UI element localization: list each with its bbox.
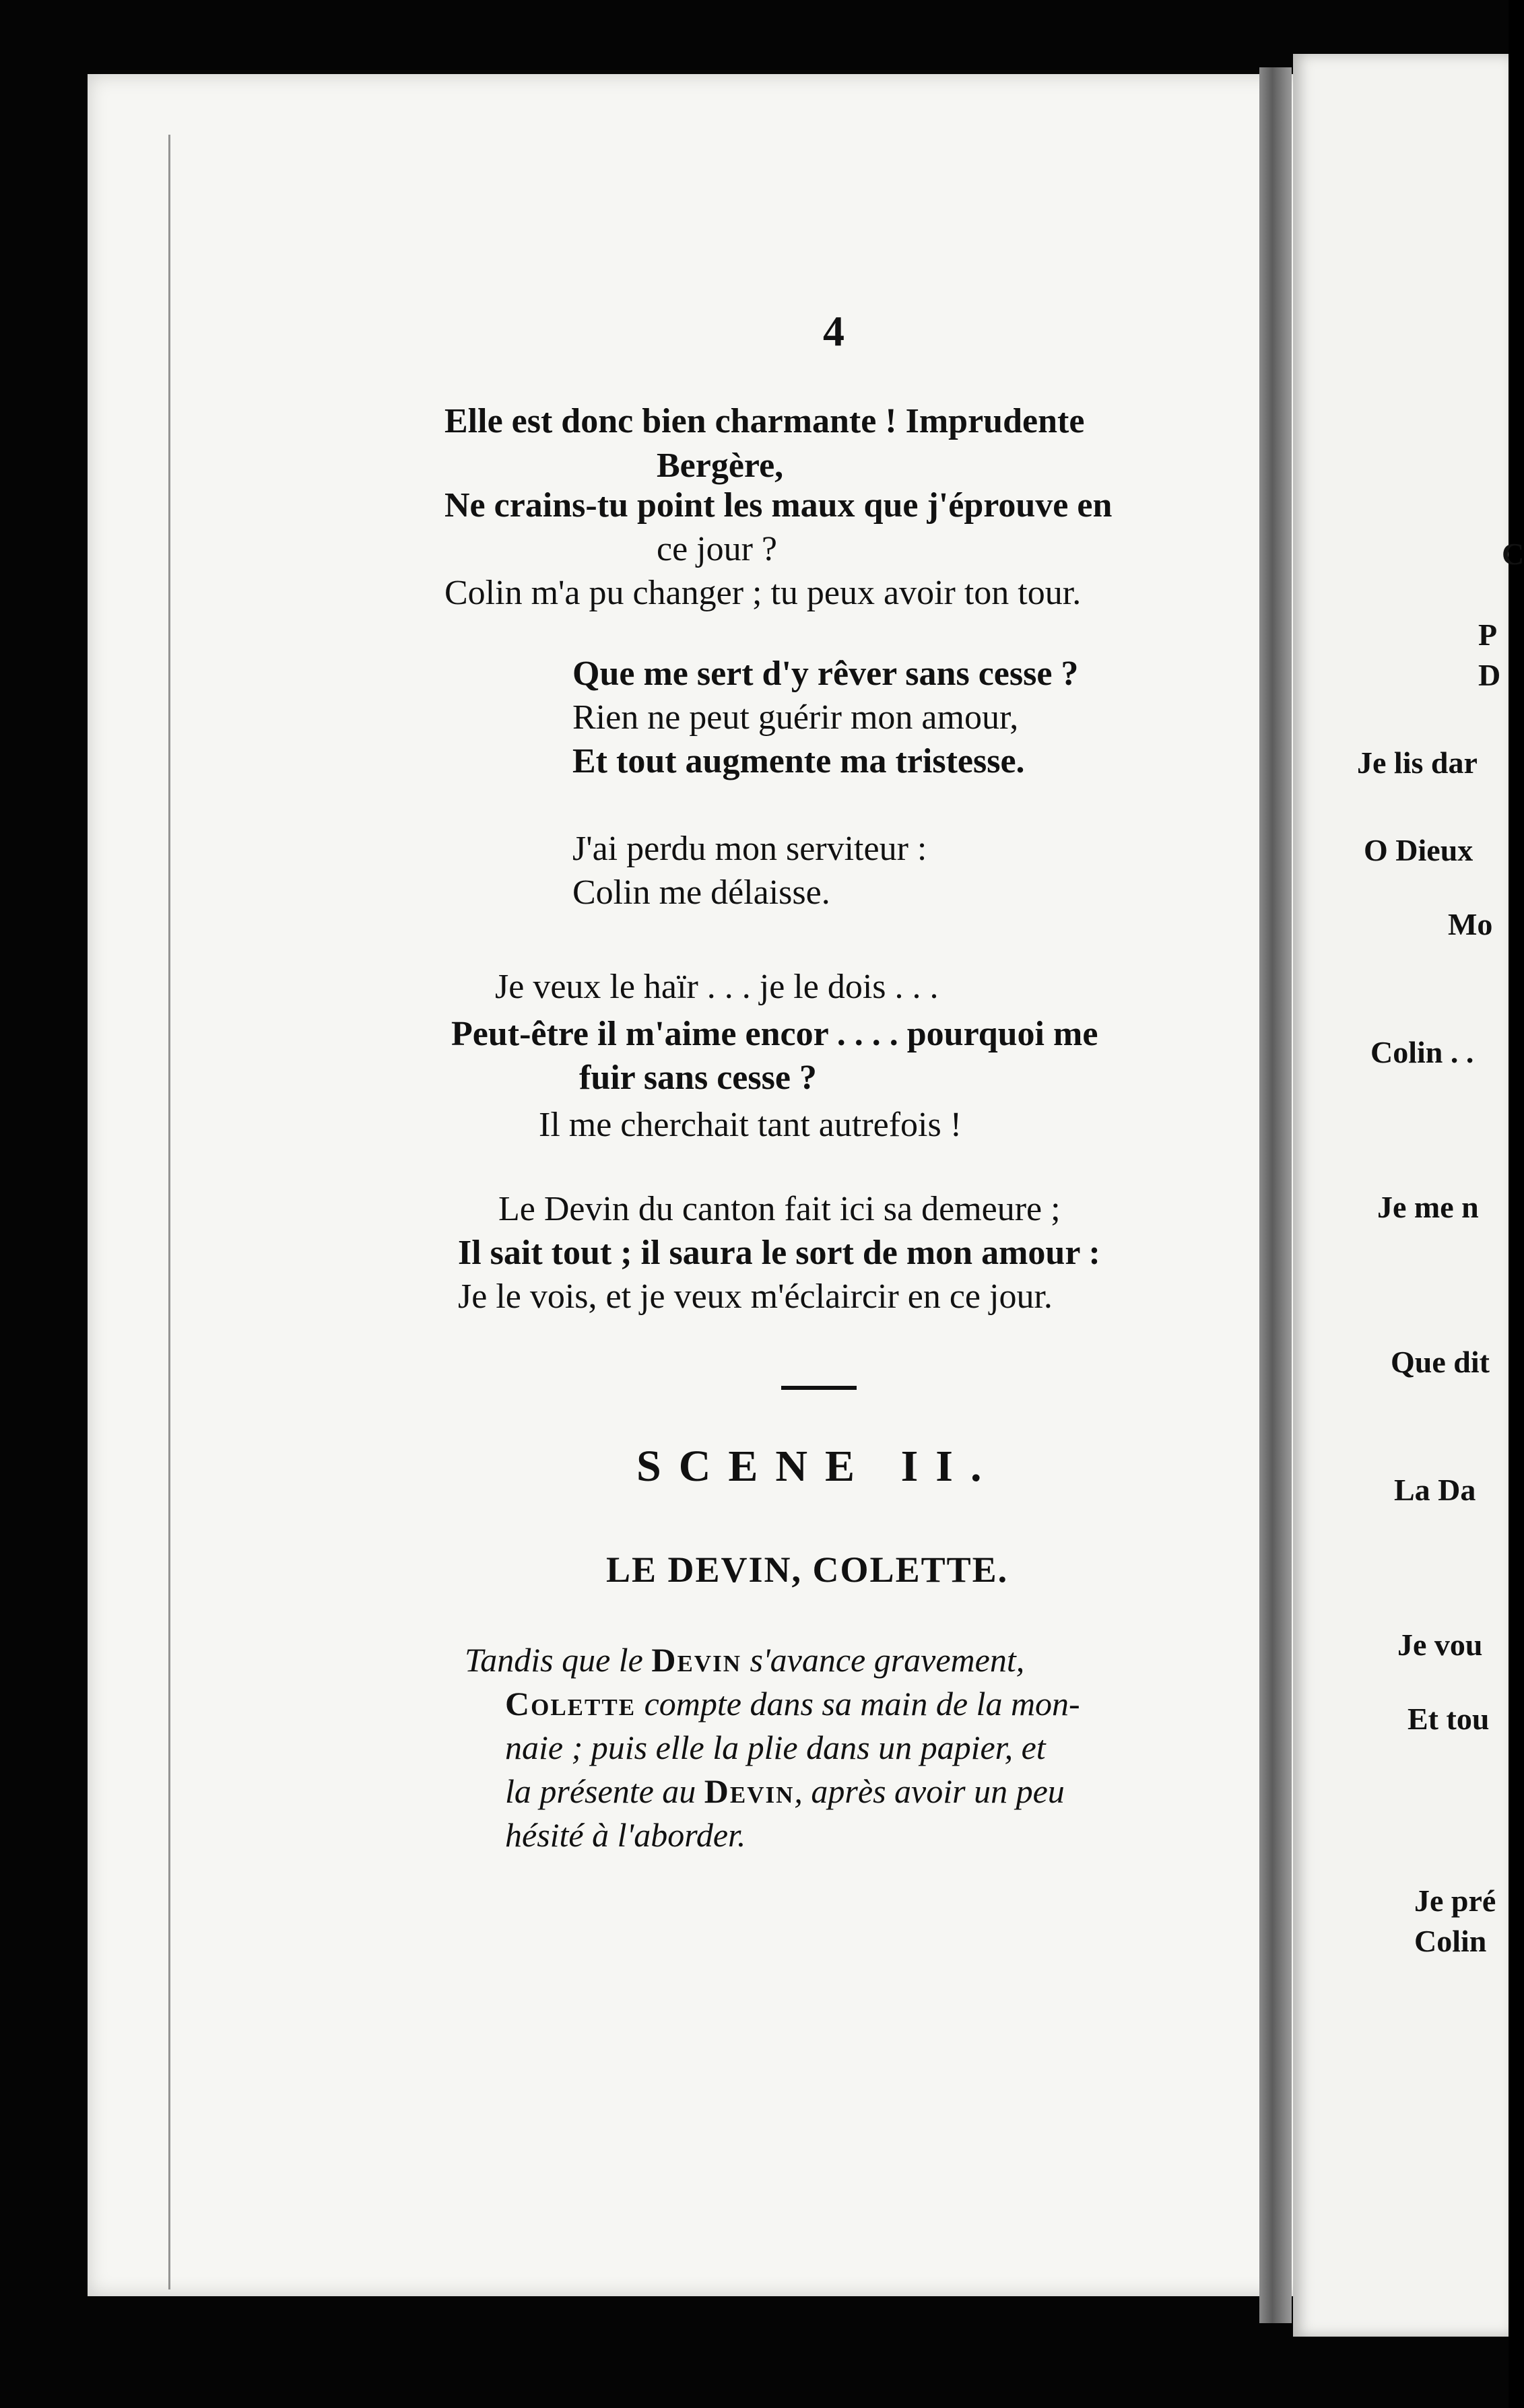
facing-text-line: O Dieux: [1364, 833, 1473, 867]
verse-line: Le Devin du canton fait ici sa demeure ;: [498, 1190, 1061, 1228]
stage-direction-line: hésité à l'aborder.: [505, 1816, 746, 1854]
stage-direction-line: naie ; puis elle la plie dans un papier, et: [505, 1729, 1046, 1766]
verse-line: Il me cherchait tant autrefois !: [539, 1106, 962, 1144]
stage-text: la présente au: [505, 1772, 704, 1810]
facing-text-line: Que dit: [1391, 1345, 1490, 1379]
verse-line: Peut-être il m'aime encor . . . . pourquoi me: [451, 1015, 1098, 1053]
facing-text-line: Colin: [1414, 1924, 1487, 1958]
verse-line: fuir sans cesse ?: [579, 1059, 817, 1097]
character-name: Colette: [505, 1685, 636, 1723]
scene-title: SCENE II.: [636, 1442, 999, 1491]
stage-text: Tandis que le: [465, 1641, 652, 1679]
verse-line: J'ai perdu mon serviteur :: [572, 830, 927, 868]
stage-direction-line: [505, 1685, 1080, 1723]
right-page-edge: [1293, 54, 1524, 2337]
stage-direction-line: [465, 1643, 1024, 1677]
verse-line: ce jour ?: [657, 530, 778, 568]
section-divider: [781, 1386, 857, 1390]
verse-line: Bergère,: [657, 446, 784, 485]
facing-text-line: Colin . .: [1370, 1035, 1474, 1069]
character-name: Devin: [651, 1641, 741, 1679]
verse-line: Colin m'a pu changer ; tu peux avoir ton tour.: [444, 574, 1082, 612]
verse-line: Colin me délaisse.: [572, 873, 830, 912]
verse-line: Il sait tout ; il saura le sort de mon amour :: [458, 1234, 1100, 1272]
stage-text: compte dans sa main de la mon-: [636, 1685, 1080, 1723]
facing-text-line: Je vou: [1397, 1628, 1483, 1662]
stage-text: , après avoir un peu: [794, 1772, 1065, 1810]
stage-text: s'avance gravement,: [741, 1641, 1025, 1679]
verse-line: Et tout augmente ma tristesse.: [572, 742, 1025, 780]
verse-line: Ne crains-tu point les maux que j'éprouve en: [444, 486, 1113, 525]
stage-direction-line: [505, 1774, 1065, 1808]
character-name: Devin: [704, 1772, 795, 1810]
verse-line: Rien ne peut guérir mon amour,: [572, 698, 1019, 737]
scene-characters: LE DEVIN, COLETTE.: [606, 1549, 1009, 1590]
facing-text-line: Je lis dar: [1357, 745, 1478, 780]
verse-line: Je veux le haïr . . . je le dois . . .: [495, 968, 939, 1006]
facing-text-line: Et tou: [1407, 1702, 1490, 1736]
facing-text-line: Mo: [1448, 907, 1493, 941]
facing-text-line: P: [1478, 617, 1498, 652]
book-spine: [1259, 67, 1292, 2323]
facing-text-line: La Da: [1394, 1473, 1476, 1507]
facing-text-line: Je pré: [1414, 1883, 1496, 1918]
verse-line: Elle est donc bien charmante ! Imprudente: [444, 402, 1085, 440]
facing-text-line: Je me n: [1377, 1190, 1479, 1224]
verse-line: Que me sert d'y rêver sans cesse ?: [572, 655, 1079, 693]
facing-text-line: C: [1502, 537, 1524, 571]
verse-line: Je le vois, et je veux m'éclaircir en ce jour.: [458, 1277, 1053, 1316]
facing-text-line: D: [1478, 658, 1501, 692]
page-number: 4: [823, 307, 844, 355]
